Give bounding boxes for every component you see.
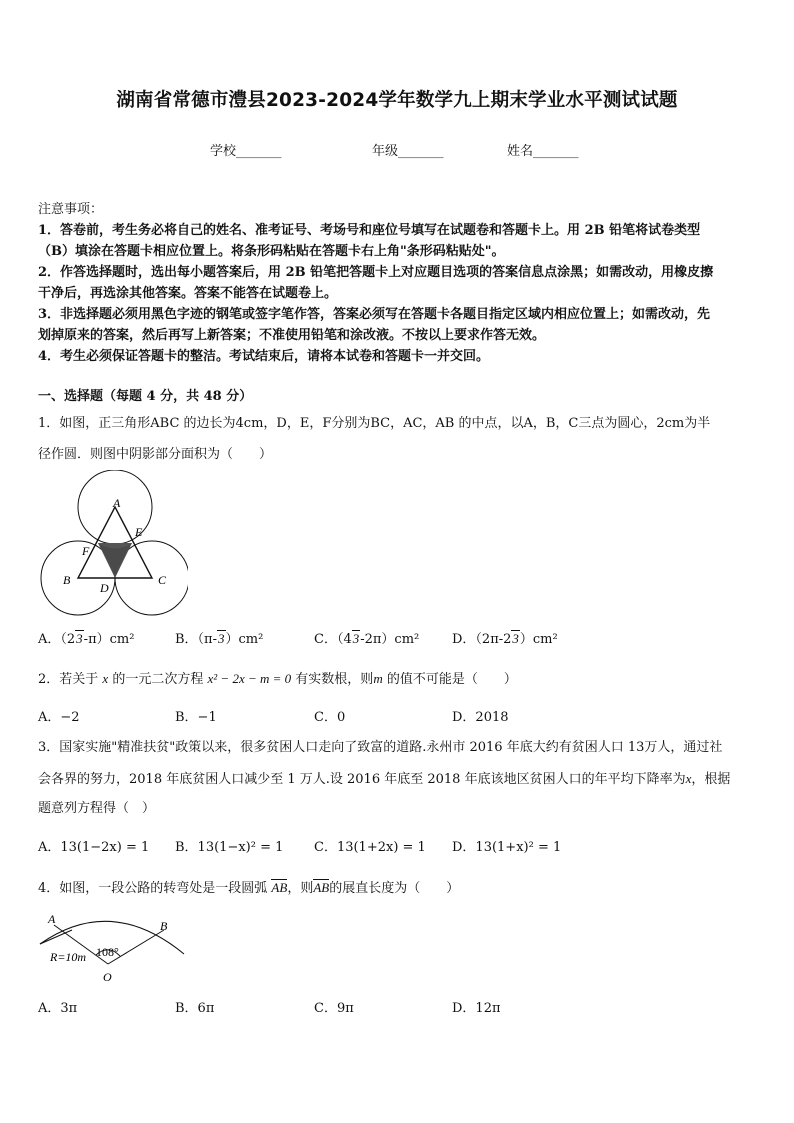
page-title: 湖南省常德市澧县2023-2024学年数学九上期末学业水平测试试题	[116, 90, 678, 111]
q2-option-c[interactable]: C．0	[314, 710, 346, 725]
q2-option-d[interactable]: D．2018	[452, 710, 509, 725]
q1-text: 径作圆．则图中阴影部分面积为（ ）	[38, 447, 273, 462]
label-D: D	[100, 581, 109, 595]
label-B: B	[63, 573, 71, 587]
label-A: A	[48, 912, 56, 926]
sqrt: 3	[218, 631, 225, 646]
q3-option-c[interactable]: C．13(1+2x) = 1	[314, 840, 426, 855]
label-O: O	[103, 970, 112, 984]
q4-option-d[interactable]: D．12π	[452, 1001, 501, 1016]
q3-text: 题意列方程得（ ）	[38, 801, 156, 816]
label-E: E	[135, 525, 143, 539]
notice-line: 划掉原来的答案，然后再写上新答案；不准使用铅笔和涂改液。不按以上要求作答无效。	[38, 328, 546, 343]
q1-option-b[interactable]: B．（π-3）cm²	[175, 631, 264, 647]
q3-text: 3．国家实施"精准扶贫"政策以来，很多贫困人口走向了致富的道路.永州市 2016 年底大约有贫困人口 13万人，通过社	[38, 740, 723, 755]
q1-text: 1．如图，正三角形ABC 的边长为4cm，D，E，F分别为BC，AC，AB 的中点，以A，B，C三点为圆心，2cm为半	[38, 416, 711, 431]
section-heading: 一、选择题（每题 4 分，共 48 分）	[38, 389, 253, 404]
notice-block	[38, 199, 713, 367]
q1-option-d[interactable]: D．（2π-23）cm²	[452, 631, 558, 647]
q3-option-a[interactable]: A．13(1−2x) = 1	[38, 840, 150, 855]
q3-option-d[interactable]: D．13(1+x)² = 1	[452, 840, 562, 855]
q2-option-b[interactable]: B．−1	[175, 710, 217, 725]
q4-figure	[36, 908, 192, 988]
sqrt: 3	[76, 631, 83, 646]
q4-option-c[interactable]: C．9π	[314, 1001, 354, 1016]
label-B: B	[160, 919, 168, 933]
notice-line: 3．非选择题必须用黑色字迹的钢笔或签字笔作答，答案必须写在答题卡各题目指定区域内相应位置上；如需改动，先	[38, 307, 711, 322]
school-field: 学校_______	[210, 144, 282, 159]
q4-text: 4．如图，一段公路的转弯处是一段圆弧 AB，则AB的展直长度为（ ）	[38, 880, 460, 896]
notice-line: 4．考生必须保证答题卡的整洁。考试结束后，请将本试卷和答题卡一并交回。	[38, 349, 490, 364]
q2-text: 2．若关于 x 的一元二次方程 x² − 2x − m = 0 有实数根，则m 的值不可能是（ ）	[38, 671, 517, 687]
sqrt: 3	[512, 631, 519, 646]
q1-option-a[interactable]: A．（23-π）cm²	[38, 631, 135, 647]
grade-field: 年级_______	[372, 144, 444, 159]
arc-ab: AB	[271, 880, 288, 895]
sqrt: 3	[352, 631, 360, 646]
q1-option-c[interactable]: C．（43-2π）cm²	[314, 631, 420, 647]
q1-figure	[36, 470, 188, 618]
q4-option-b[interactable]: B．6π	[175, 1001, 215, 1016]
label-C: C	[158, 573, 167, 587]
name-field: 姓名_______	[507, 144, 579, 159]
notice-line: 1．答卷前，考生务必将自己的姓名、准考证号、考场号和座位号填写在试题卷和答题卡上。用 2B 铅笔将试卷类型	[38, 223, 701, 238]
notice-line: 2．作答选择题时，选出每小题答案后，用 2B 铅笔把答题卡上对应题目选项的答案信息点涂黑；如需改动，用橡皮擦	[38, 265, 714, 280]
q3-text: 会各界的努力，2018 年底贫困人口减少至 1 万人.设 2016 年底至 2018 年底该地区贫困人口的年平均下降率为x，根据	[38, 771, 731, 787]
arc-ab: AB	[313, 880, 330, 895]
q2-option-a[interactable]: A．−2	[38, 710, 80, 725]
label-F: F	[82, 544, 90, 558]
notice-heading: 注意事项：	[38, 202, 104, 217]
angle-label: 108°	[96, 945, 119, 959]
notice-line: （B）填涂在答题卡相应位置上。将条形码粘贴在答题卡右上角"条形码粘贴处"。	[38, 244, 505, 259]
q4-option-a[interactable]: A．3π	[38, 1001, 78, 1016]
notice-line: 干净后，再选涂其他答案。答案不能答在试题卷上。	[38, 286, 338, 301]
q3-option-b[interactable]: B．13(1−x)² = 1	[175, 840, 284, 855]
label-A: A	[113, 496, 121, 510]
radius-label: R=10m	[50, 950, 87, 964]
